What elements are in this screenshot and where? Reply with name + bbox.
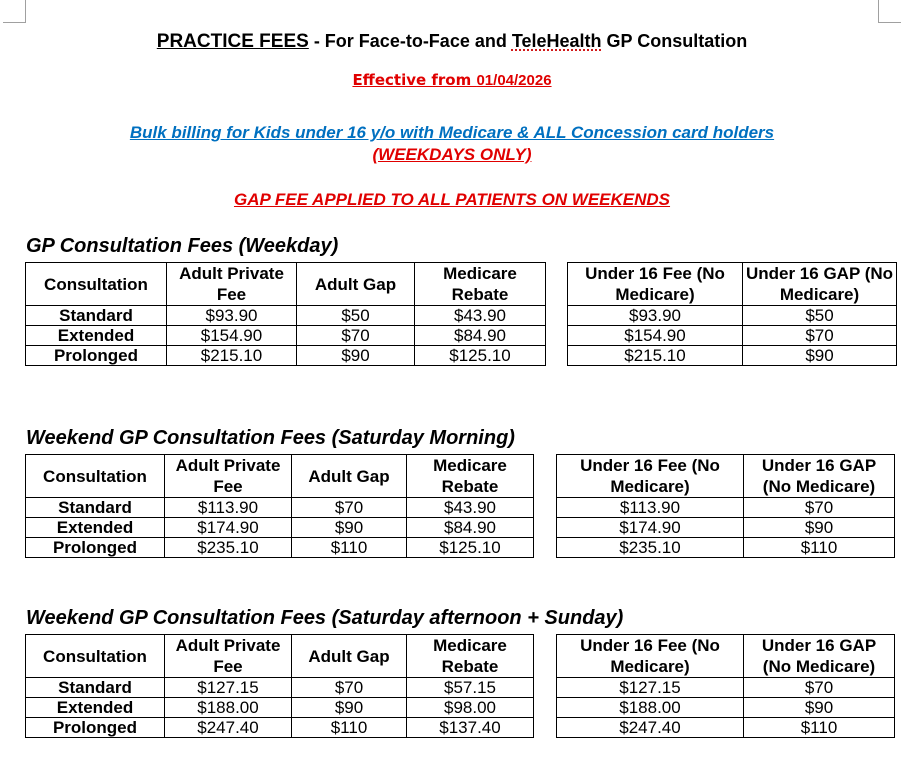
cell-value: $110 [292, 538, 407, 558]
table-header-row [26, 635, 534, 678]
table-header-row [557, 635, 895, 678]
cell-value: $125.10 [407, 538, 534, 558]
weekend-afternoon-under16-fees-table [556, 634, 895, 738]
table-row [26, 498, 534, 518]
section-heading-saturday-afternoon-sunday: Weekend GP Consultation Fees (Saturday afternoon + Sunday) [26, 607, 624, 629]
effective-date: 01/04/2026 [476, 72, 552, 89]
cell-value: $93.90 [568, 306, 743, 326]
header-adult-private-fee: Adult Private Fee [165, 635, 292, 678]
cell-value: $235.10 [557, 538, 744, 558]
table-row [557, 518, 895, 538]
header-under16-fee: Under 16 Fee (No Medicare) [557, 455, 744, 498]
cell-value: $90 [743, 346, 897, 366]
cell-value: $90 [292, 518, 407, 538]
cell-value: $70 [292, 498, 407, 518]
cell-value: $125.10 [415, 346, 546, 366]
header-adult-private-fee: Adult Private Fee [167, 263, 297, 306]
row-label: Standard [26, 306, 167, 326]
cell-value: $84.90 [407, 518, 534, 538]
bulk-billing-notice [0, 122, 904, 166]
cell-value: $43.90 [407, 498, 534, 518]
header-under16-fee: Under 16 Fee (No Medicare) [568, 263, 743, 306]
cell-value: $70 [297, 326, 415, 346]
row-label: Standard [26, 498, 165, 518]
saturday-morning-adult-fees-table [25, 454, 534, 558]
title-telehealth: TeleHealth [511, 31, 602, 51]
table-row [557, 698, 895, 718]
title-end: GP Consultation [601, 31, 748, 51]
table-row [568, 306, 897, 326]
weekday-under16-fees-table [567, 262, 897, 366]
cell-value: $154.90 [568, 326, 743, 346]
table-row [568, 326, 897, 346]
page-corner-mark-right [878, 0, 901, 23]
header-adult-gap: Adult Gap [292, 455, 407, 498]
table-row [26, 678, 534, 698]
cell-value: $93.90 [167, 306, 297, 326]
cell-value: $70 [744, 498, 895, 518]
section-heading-weekday: GP Consultation Fees (Weekday) [26, 235, 339, 257]
row-label: Prolonged [26, 346, 167, 366]
header-adult-gap: Adult Gap [297, 263, 415, 306]
weekday-adult-fees-table [25, 262, 546, 366]
row-label: Extended [26, 698, 165, 718]
title-main: PRACTICE FEES [156, 31, 309, 52]
cell-value: $174.90 [165, 518, 292, 538]
cell-value: $154.90 [167, 326, 297, 346]
page-title [0, 31, 904, 53]
header-under16-gap: Under 16 GAP (No Medicare) [744, 455, 895, 498]
cell-value: $127.15 [557, 678, 744, 698]
cell-value: $70 [292, 678, 407, 698]
table-row [26, 346, 546, 366]
cell-value: $215.10 [568, 346, 743, 366]
cell-value: $215.10 [167, 346, 297, 366]
table-row [26, 718, 534, 738]
table-row [26, 306, 546, 326]
table-header-row [557, 455, 895, 498]
cell-value: $247.40 [165, 718, 292, 738]
header-under16-gap: Under 16 GAP (No Medicare) [744, 635, 895, 678]
cell-value: $188.00 [165, 698, 292, 718]
cell-value: $84.90 [415, 326, 546, 346]
cell-value: $90 [744, 698, 895, 718]
bulk-billing-line-2: (WEEKDAYS ONLY) [372, 145, 532, 164]
title-rest: - For Face-to-Face and [308, 31, 512, 51]
header-consultation: Consultation [26, 263, 167, 306]
cell-value: $110 [744, 538, 895, 558]
cell-value: $90 [744, 518, 895, 538]
cell-value: $70 [743, 326, 897, 346]
row-label: Extended [26, 518, 165, 538]
header-adult-private-fee: Adult Private Fee [165, 455, 292, 498]
table-header-row [26, 455, 534, 498]
header-under16-gap: Under 16 GAP (No Medicare) [743, 263, 897, 306]
table-header-row [26, 263, 546, 306]
bulk-billing-line-1: Bulk billing for Kids under 16 y/o with Medicare & ALL Concession card holders [129, 123, 775, 142]
row-label: Standard [26, 678, 165, 698]
header-medicare-rebate: Medicare Rebate [407, 455, 534, 498]
header-consultation: Consultation [26, 635, 165, 678]
table-row [26, 518, 534, 538]
cell-value: $137.40 [407, 718, 534, 738]
row-label: Prolonged [26, 718, 165, 738]
page-corner-mark-left [3, 0, 26, 23]
cell-value: $113.90 [165, 498, 292, 518]
table-row [557, 718, 895, 738]
saturday-morning-under16-fees-table [556, 454, 895, 558]
header-under16-fee: Under 16 Fee (No Medicare) [557, 635, 744, 678]
cell-value: $90 [292, 698, 407, 718]
weekend-afternoon-adult-fees-table [25, 634, 534, 738]
section-heading-saturday-morning: Weekend GP Consultation Fees (Saturday Morning) [26, 427, 515, 449]
cell-value: $50 [743, 306, 897, 326]
header-medicare-rebate: Medicare Rebate [415, 263, 546, 306]
table-row [568, 346, 897, 366]
weekend-gap-notice: GAP FEE APPLIED TO ALL PATIENTS ON WEEKENDS [233, 190, 671, 209]
table-row [26, 698, 534, 718]
cell-value: $188.00 [557, 698, 744, 718]
cell-value: $50 [297, 306, 415, 326]
cell-value: $127.15 [165, 678, 292, 698]
cell-value: $110 [744, 718, 895, 738]
cell-value: $57.15 [407, 678, 534, 698]
header-consultation: Consultation [26, 455, 165, 498]
effective-date-line [0, 71, 904, 89]
cell-value: $70 [744, 678, 895, 698]
table-header-row [568, 263, 897, 306]
cell-value: $247.40 [557, 718, 744, 738]
table-row [557, 678, 895, 698]
cell-value: $43.90 [415, 306, 546, 326]
row-label: Prolonged [26, 538, 165, 558]
row-label: Extended [26, 326, 167, 346]
header-adult-gap: Adult Gap [292, 635, 407, 678]
table-row [557, 538, 895, 558]
effective-prefix: Effective from [352, 71, 477, 89]
table-row [557, 498, 895, 518]
table-row [26, 326, 546, 346]
table-row [26, 538, 534, 558]
cell-value: $110 [292, 718, 407, 738]
cell-value: $98.00 [407, 698, 534, 718]
header-medicare-rebate: Medicare Rebate [407, 635, 534, 678]
cell-value: $113.90 [557, 498, 744, 518]
cell-value: $90 [297, 346, 415, 366]
cell-value: $235.10 [165, 538, 292, 558]
cell-value: $174.90 [557, 518, 744, 538]
